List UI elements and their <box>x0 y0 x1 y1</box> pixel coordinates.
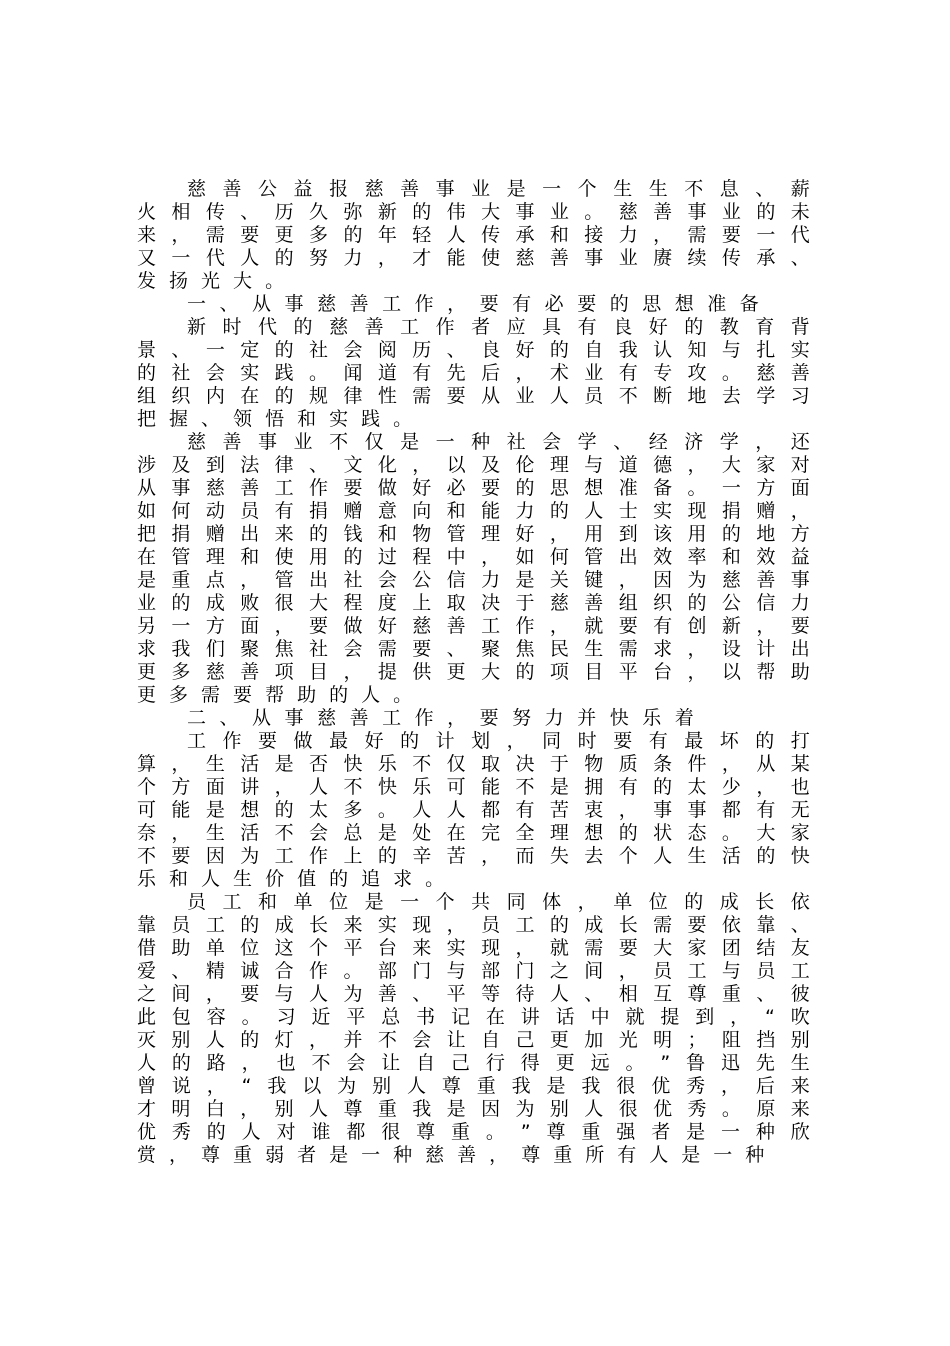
text-line: 更 多 慈 善 项 目 ， 提 供 更 大 的 项 目 平 台 ， 以 帮 助 <box>137 661 810 683</box>
text-line: 可 能 是 想 的 太 多 。 人 人 都 有 苦 衷 ， 事 事 都 有 无 <box>137 799 810 821</box>
text-line: 来 ， 需 要 更 多 的 年 轻 人 传 承 和 接 力 ， 需 要 一 代 <box>137 224 810 246</box>
text-line: 靠 员 工 的 成 长 来 实 现 ， 员 工 的 成 长 需 要 依 靠 、 <box>137 914 810 936</box>
text-line: 求 我 们 聚 焦 社 会 需 要 、 聚 焦 民 生 需 求 ， 设 计 出 <box>137 638 810 660</box>
text-line: 个 方 面 讲 ， 人 不 快 乐 可 能 不 是 拥 有 的 太 少 ， 也 <box>137 776 810 798</box>
text-line: 乐 和 人 生 价 值 的 追 求 。 <box>137 868 445 890</box>
heading-line: 一 、 从 事 慈 善 工 作 ， 要 有 必 要 的 思 想 准 备 <box>187 293 759 315</box>
paragraph <box>137 431 810 707</box>
text-line: 人 的 路 ， 也 不 会 让 自 己 行 得 更 远 。 ” 鲁 迅 先 生 <box>137 1052 810 1074</box>
text-line: 工 作 要 做 最 好 的 计 划 ， 同 时 要 有 最 坏 的 打 <box>187 730 810 752</box>
text-line: 新 时 代 的 慈 善 工 作 者 应 具 有 良 好 的 教 育 背 <box>187 316 810 338</box>
text-line: 员 工 和 单 位 是 一 个 共 同 体 ， 单 位 的 成 长 依 <box>187 891 810 913</box>
text-line: 慈 善 事 业 不 仅 是 一 种 社 会 学 、 经 济 学 ， 还 <box>187 431 810 453</box>
section-heading <box>137 293 810 316</box>
text-line: 从 事 慈 善 工 作 要 做 好 必 要 的 思 想 准 备 。 一 方 面 <box>137 477 810 499</box>
text-line: 把 握 、 领 悟 和 实 践 。 <box>137 408 413 430</box>
text-line: 组 织 内 在 的 规 律 性 需 要 从 业 人 员 不 断 地 去 学 习 <box>137 385 810 407</box>
text-line: 把 捐 赠 出 来 的 钱 和 物 管 理 好 ， 用 到 该 用 的 地 方 <box>137 523 810 545</box>
paragraph <box>137 730 810 891</box>
text-line: 在 管 理 和 使 用 的 过 程 中 ， 如 何 管 出 效 率 和 效 益 <box>137 546 810 568</box>
text-line: 爱 、 精 诚 合 作 。 部 门 与 部 门 之 间 ， 员 工 与 员 工 <box>137 960 810 982</box>
text-line: 景 、 一 定 的 社 会 阅 历 、 良 好 的 自 我 认 知 与 扎 实 <box>137 339 810 361</box>
paragraph <box>137 316 810 431</box>
text-line: 优 秀 的 人 对 谁 都 很 尊 重 。 ” 尊 重 强 者 是 一 种 欣 <box>137 1121 810 1143</box>
text-line: 才 明 白 ， 别 人 尊 重 我 是 因 为 别 人 很 优 秀 。 原 来 <box>137 1098 810 1120</box>
text-line: 不 要 因 为 工 作 上 的 辛 苦 ， 而 失 去 个 人 生 活 的 快 <box>137 845 810 867</box>
paragraph <box>137 178 810 293</box>
heading-line: 二 、 从 事 慈 善 工 作 ， 要 努 力 并 快 乐 着 <box>187 707 694 729</box>
text-line: 之 间 ， 要 与 人 为 善 、 平 等 待 人 、 相 互 尊 重 、 彼 <box>137 983 810 1005</box>
text-line: 此 包 容 。 习 近 平 总 书 记 在 讲 话 中 就 提 到 ， “ 吹 <box>137 1006 810 1028</box>
text-line: 业 的 成 败 很 大 程 度 上 取 决 于 慈 善 组 织 的 公 信 力 <box>137 592 810 614</box>
text-line: 另 一 方 面 ， 要 做 好 慈 善 工 作 ， 就 要 有 创 新 ， 要 <box>137 615 810 637</box>
text-line: 如 何 动 员 有 捐 赠 意 向 和 能 力 的 人 士 实 现 捐 赠 ， <box>137 500 810 522</box>
text-line: 奈 ， 生 活 不 会 总 是 处 在 完 全 理 想 的 状 态 。 大 家 <box>137 822 810 844</box>
paragraph <box>137 891 810 1167</box>
document-page <box>137 178 810 1167</box>
text-line: 曾 说 ， “ 我 以 为 别 人 尊 重 我 是 我 很 优 秀 ， 后 来 <box>137 1075 810 1097</box>
text-line: 涉 及 到 法 律 、 文 化 ， 以 及 伦 理 与 道 德 ， 大 家 对 <box>137 454 810 476</box>
text-line: 火 相 传 、 历 久 弥 新 的 伟 大 事 业 。 慈 善 事 业 的 未 <box>137 201 810 223</box>
text-line: 借 助 单 位 这 个 平 台 来 实 现 ， 就 需 要 大 家 团 结 友 <box>137 937 810 959</box>
text-line: 的 社 会 实 践 。 闻 道 有 先 后 ， 术 业 有 专 攻 。 慈 善 <box>137 362 810 384</box>
text-line: 发 扬 光 大 。 <box>137 270 285 292</box>
text-line: 赏 ， 尊 重 弱 者 是 一 种 慈 善 ， 尊 重 所 有 人 是 一 种 <box>137 1144 765 1166</box>
section-heading <box>137 707 810 730</box>
text-line: 灭 别 人 的 灯 ， 并 不 会 让 自 己 更 加 光 明 ； 阻 挡 别 <box>137 1029 810 1051</box>
text-line: 更 多 需 要 帮 助 的 人 。 <box>137 684 413 706</box>
text-line: 是 重 点 ， 管 出 社 会 公 信 力 是 关 键 ， 因 为 慈 善 事 <box>137 569 810 591</box>
text-line: 慈 善 公 益 报 慈 善 事 业 是 一 个 生 生 不 息 、 薪 <box>187 178 810 200</box>
text-line: 又 一 代 人 的 努 力 ， 才 能 使 慈 善 事 业 赓 续 传 承 、 <box>137 247 810 269</box>
text-line: 算 ， 生 活 是 否 快 乐 不 仅 取 决 于 物 质 条 件 ， 从 某 <box>137 753 810 775</box>
